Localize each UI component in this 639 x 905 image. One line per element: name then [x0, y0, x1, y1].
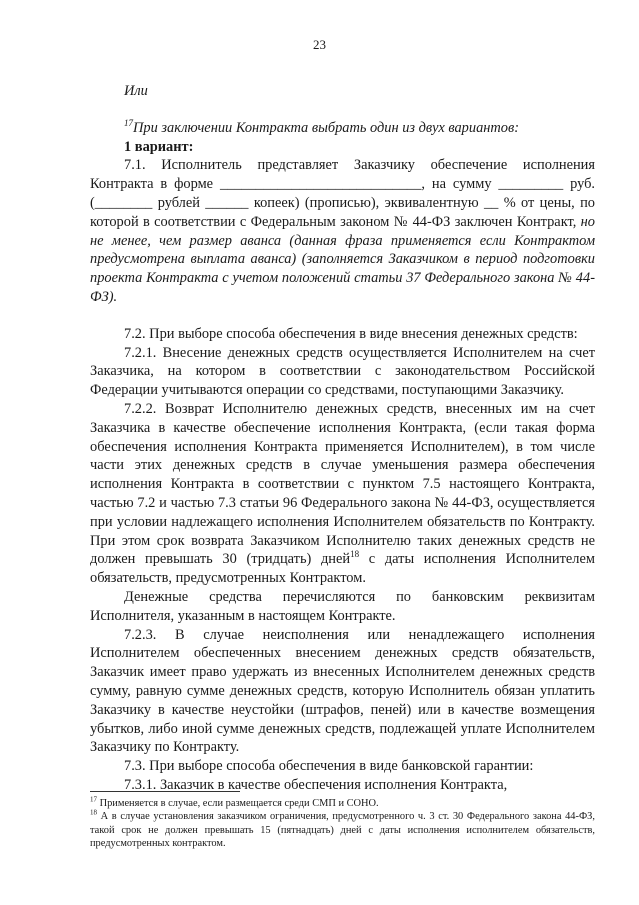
variant-heading: 1 вариант:	[124, 138, 194, 155]
footnote-number: 17	[90, 795, 97, 804]
paragraph-7-3: 7.3. При выборе способа обеспечения в виде банковской гарантии:	[124, 758, 534, 775]
paragraph-money-transfer: Денежные средства перечисляются по банковским реквизитам Исполнителя, указанным в настоящем Контракте.	[90, 588, 595, 624]
footnote-text: Применяется в случае, если размещается среди СМП и СОНО.	[99, 798, 379, 809]
paragraph-7-2-2-text: 7.2.2. Возврат Исполнителю денежных средств, внесенных им на счет Заказчика в качестве обеспечение исполнения Контракта, (если такая форма обеспечения исполнения Контракта применяется Исполнителем), в том числе части этих денежных средств в случае уменьшения размера обеспечения исполнения Контракта в соответствии с пунктом 7.5 настоящего Контракта, частью 7.2 и частью 7.3 статьи 96 Федерального закона № 44-ФЗ, осуществляется при условии надлежащего исполнения Исполнителем обязательств по Контракту. При этом срок возврата Заказчиком Исполнителю таких денежных средств не должен превышать 30 (тридцать) дней	[90, 400, 595, 568]
footnotes	[90, 797, 595, 851]
paragraph-7-1	[90, 156, 595, 306]
footnote-18	[90, 810, 595, 850]
paragraph-7-2-2	[90, 400, 595, 588]
paragraph-7-2: 7.2. При выборе способа обеспечения в виде внесения денежных средств:	[124, 325, 578, 342]
document-body	[90, 82, 595, 795]
or-label: Или	[124, 83, 148, 99]
variant-note-text: При заключении Контракта выбрать один из двух вариантов:	[133, 119, 520, 136]
paragraph-7-2-1: 7.2.1. Внесение денежных средств осуществляется Исполнителем на счет Заказчика, на котором в соответствии с законодательством Российской Федерации учитываются операции со средствами, поступающими Заказчику.	[90, 344, 595, 399]
paragraph-7-3-1: 7.3.1. Заказчик в качестве обеспечения исполнения Контракта,	[124, 776, 508, 793]
variant-note	[90, 119, 595, 138]
footnote-ref-18: 18	[350, 549, 360, 560]
page-number: 23	[313, 37, 326, 52]
paragraph-7-2-3: 7.2.3. В случае неисполнения или ненадлежащего исполнения Исполнителем обеспеченных внесением денежных средств обязательств, Заказчик имеет право удержать из внесенных Исполнителем денежных средств сумму, равную сумме денежных средств, которую Исполнитель обязан уплатить Заказчику в качестве неустойки (штрафов, пеней) или в качестве возмещения убытков, либо иной сумме денежных средств, подлежащей уплате Исполнителем Заказчику по Контракту.	[90, 626, 595, 756]
footnote-17	[90, 797, 595, 810]
footnote-number: 18	[90, 808, 97, 817]
footnote-divider	[90, 791, 240, 792]
footnote-text: А в случае установления заказчиком ограничения, предусмотренного ч. 3 ст. 30 Федерального закона 44-ФЗ, такой срок не должен превышать 15 (пятнадцать) дней с даты исполнения исполнителем обязательств, предусмотренных контрактом.	[90, 811, 595, 850]
footnote-ref-17: 17	[124, 118, 133, 128]
paragraph-7-1-italic: но не менее, чем размер аванса (данная фраза применяется если Контрактом предусмотрена выплата аванса) (заполняется Заказчиком в период подготовки проекта Контракта с учетом положений статьи 37 Федерального закона № 44-ФЗ).	[90, 213, 595, 305]
paragraph-7-2-2-tail: с даты исполнения Исполнителем обязательств, предусмотренных Контрактом.	[90, 551, 595, 587]
paragraph-7-1-text: 7.1. Исполнитель представляет Заказчику обеспечение исполнения Контракта в форме ____________________________, на сумму _________ руб. (________ рублей ______ копеек) (прописью), эквивалентную __ % от цены, по которой в соответствии с Федеральным законом № 44-ФЗ заключен Контракт,	[90, 157, 595, 230]
